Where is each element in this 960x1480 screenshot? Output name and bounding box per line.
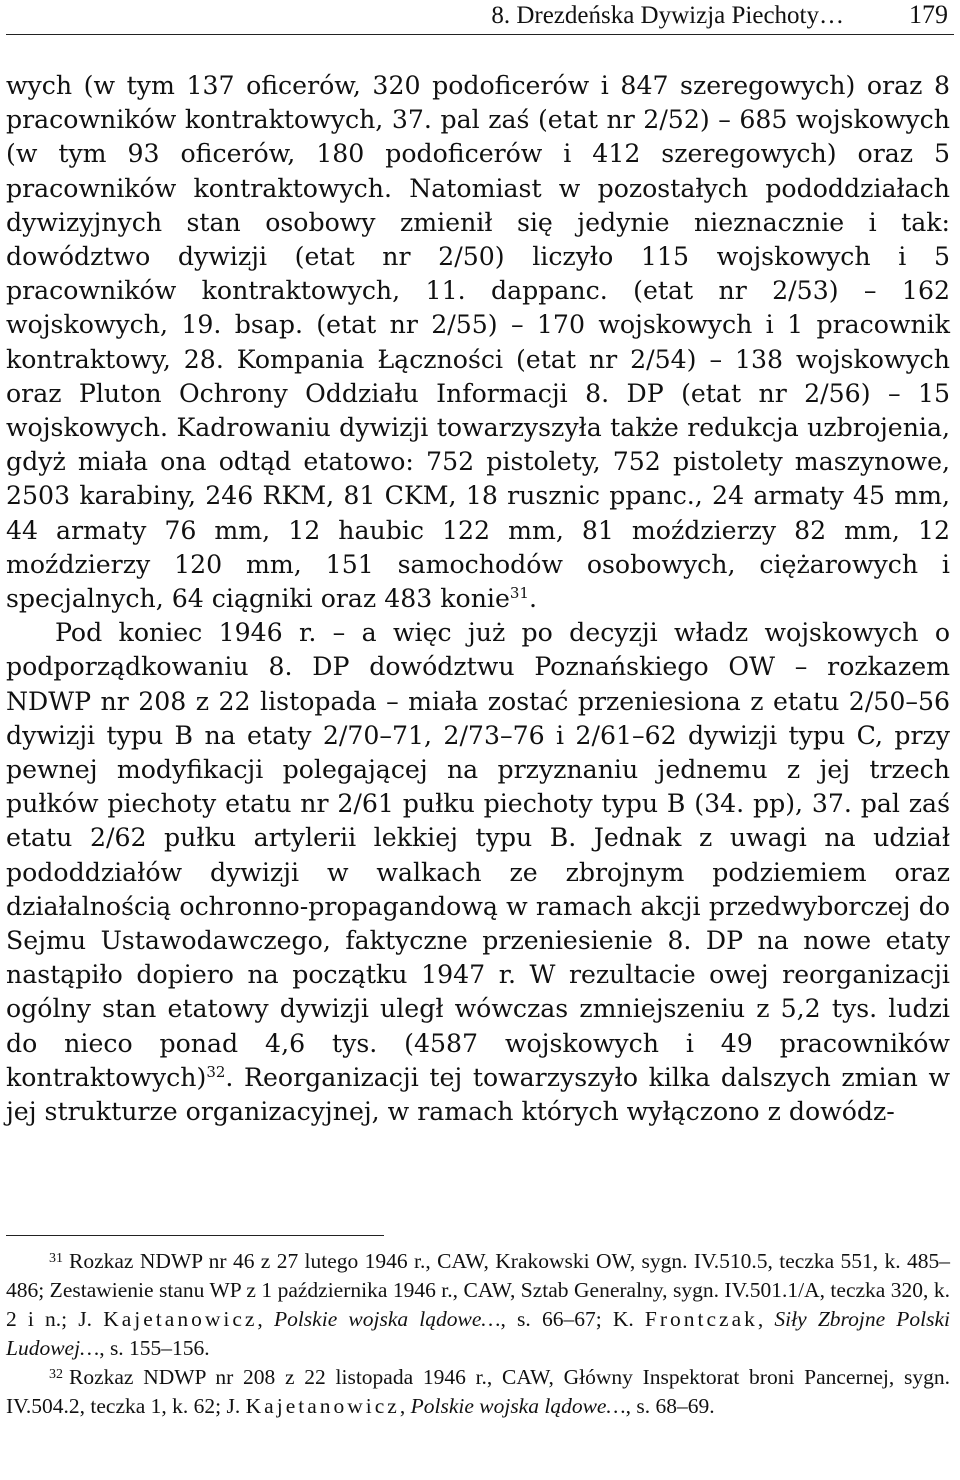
footnote-number-32: 32 (49, 1367, 63, 1382)
footnote-number-31: 31 (49, 1251, 63, 1266)
footnote-32-text-2: , s. 68–69. (625, 1394, 715, 1418)
paragraph-2-text: Pod koniec 1946 r. – a więc już po decyzji władz wojskowych o podporządkowaniu 8. DP dowództwu Poznańskiego OW – rozkazem NDWP nr 208 z 22 listopada – miała zostać przeniesiona z etatu 2/50–56 dywizji typu B na etaty 2/70–71, 2/73–76 i 2/61–62 dywizji typu C, przy pewnej modyfikacji polegającej na przyznaniu jednemu z jej trzech pułków piechoty etatu nr 2/61 pułku piechoty typu B (34. pp), 37. pal zaś etatu 2/62 pułku artylerii lekkiej typu B. Jednak z uwagi na udział pododdziałów dywizji w walkach ze zbrojnym podziemiem oraz działalnością ochronno-propagandową w ramach akcji przedwyborczej do Sejmu Ustawodawczego, faktyczne przeniesienie 8. DP na nowe etaty nastąpiło dopiero na początku 1947 r. W rezultacie owej reorganizacji ogólny stan etatowy dywizji uległ wówczas zmniejszeniu z 5,2 tys. ludzi do nieco ponad 4,6 tys. (4587 wojskowych i 49 pracowników kontraktowych) (6, 618, 950, 1092)
footnote-separator (6, 1235, 384, 1236)
paragraph-1 (6, 69, 950, 616)
footnote-32-text: Rozkaz NDWP nr 208 z 22 listopada 1946 r., CAW, Główny Inspektorat broni Pancernej, sygn. IV.504.2, teczka 1, k. 62; J. (6, 1365, 950, 1418)
paragraph-1-text: wych (w tym 137 oficerów, 320 podoficerów i 847 szeregowych) oraz 8 pracowników kontraktowych, 37. pal zaś (etat nr 2/52) – 685 wojskowych (w tym 93 oficerów, 180 podoficerów i 412 szeregowych) oraz 5 pracowników kontraktowych. Natomiast w pozostałych pododdziałach dywizyjnych stan osobowy zmienił się jedynie nieznacznie i tak: dowództwo dywizji (etat nr 2/50) liczyło 115 wojskowych i 5 pracowników kontraktowych, 11. dappanc. (etat nr 2/53) – 162 wojskowych, 19. bsap. (etat nr 2/55) – 170 wojskowych i 1 pracownik kontraktowy, 28. Kompania Łączności (etat nr 2/54) – 138 wojskowych oraz Pluton Ochrony Oddziału Informacji 8. DP (etat nr 2/56) – 15 wojskowych. Kadrowaniu dywizji towarzyszyła także redukcja uzbrojenia, gdyż miała ona odtąd etatowo: 752 pistolety, 752 pistolety maszynowe, 2503 karabiny, 246 RKM, 81 CKM, 18 rusznic ppanc., 24 armaty 45 mm, 44 armaty 76 mm, 12 haubic 122 mm, 81 moździerzy 82 mm, 12 moździerzy 120 mm, 151 samochodów osobowych, ciężarowych i specjalnych, 64 ciągniki oraz 483 konie (6, 71, 950, 614)
separator: , (399, 1394, 411, 1418)
paragraph-2-end: . Reorganizacji tej towarzyszyło kilka dalszych zmian w jej strukturze organizacyjnej, w ramach których wyłączono z dowódz- (6, 1062, 950, 1127)
author-name: Kajetanowicz (103, 1307, 258, 1331)
separator: , (757, 1307, 775, 1331)
page-number: 179 (909, 0, 948, 29)
paragraph-1-end: . (528, 584, 537, 614)
footnote-31-text: Rozkaz NDWP nr 46 z 27 lutego 1946 r., CAW, Krakowski OW, sygn. IV.510.5, teczka 551, k. 485–486; Zestawienie stanu WP z 1 października 1946 r., CAW, Sztab Generalny, sygn. IV.501.1/A, teczka 320, k. 2 i n.; J. (6, 1249, 950, 1331)
author-name: Kajetanowicz (245, 1394, 400, 1418)
footnote-31-text-3: , s. 155–156. (99, 1336, 210, 1360)
paragraph-2 (6, 616, 950, 1129)
author-name: Frontczak (644, 1307, 758, 1331)
book-title: Polskie wojska lądowe… (273, 1307, 501, 1331)
book-title: Polskie wojska lądowe… (410, 1394, 626, 1418)
page-header (6, 0, 954, 35)
footnote-ref-32: 32 (206, 1062, 226, 1081)
footnote-31-text-2: , s. 66–67; K. (500, 1307, 645, 1331)
footnotes (6, 1247, 950, 1421)
separator: , (257, 1307, 274, 1331)
book-title: Siły Zbrojne Polski Ludowej… (6, 1307, 951, 1360)
footnote-31 (6, 1247, 950, 1363)
footnote-32 (6, 1363, 950, 1421)
footnote-ref-31: 31 (509, 584, 529, 603)
running-title: 8. Drezdeńska Dywizja Piechoty… (491, 2, 844, 29)
main-text (6, 69, 950, 1129)
